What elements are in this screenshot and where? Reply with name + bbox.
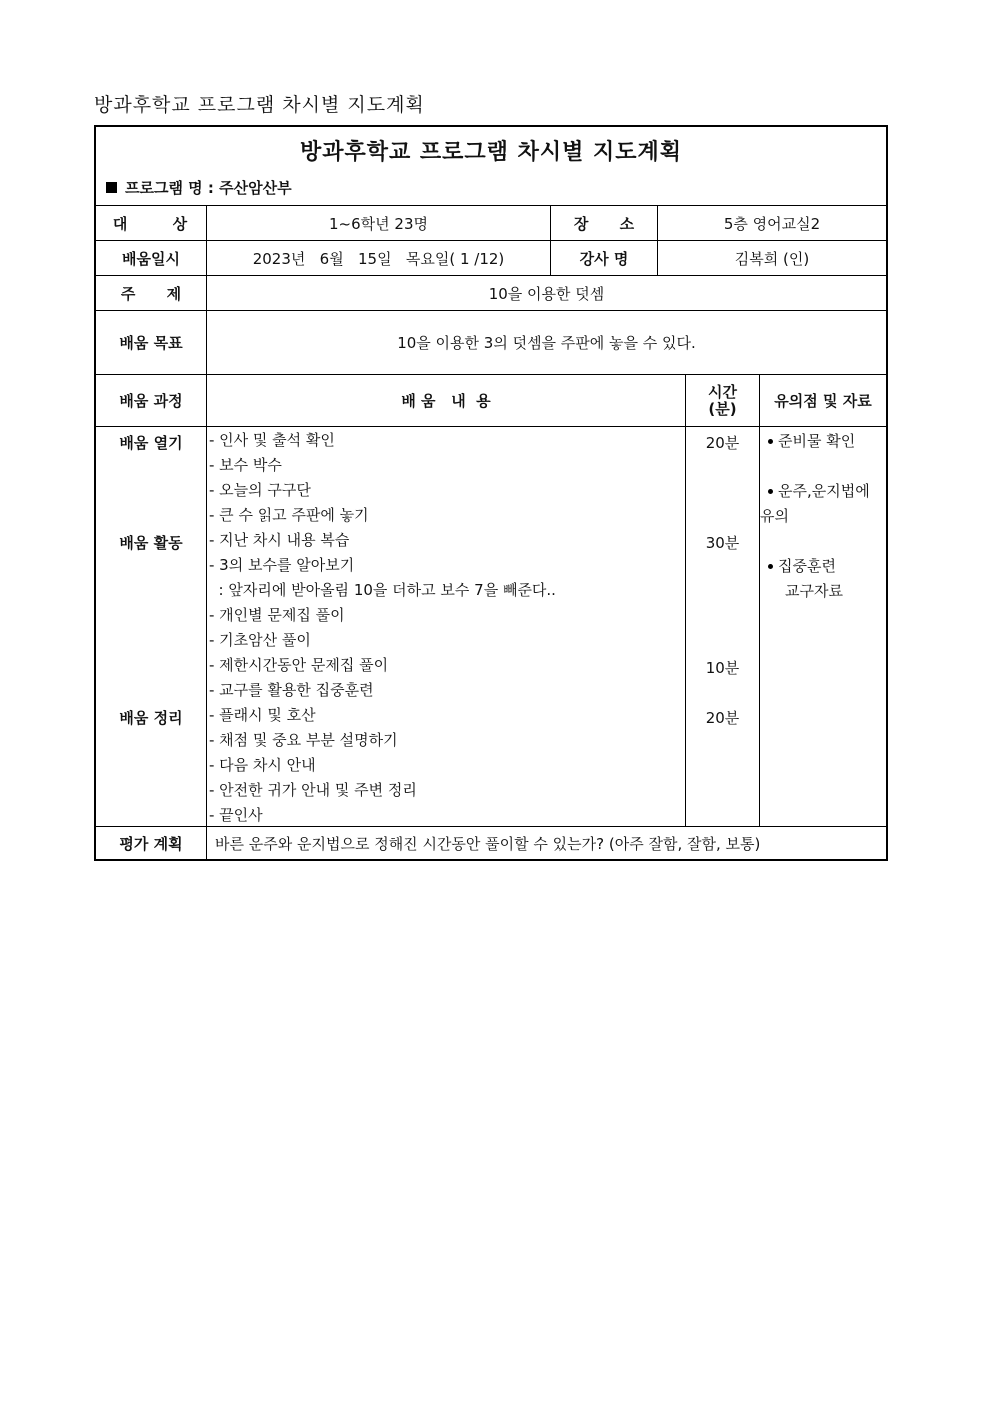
note-2-line2: 유의	[760, 507, 789, 525]
time-activity-2: 10분	[705, 659, 740, 677]
note-3-line1: 집중훈련	[778, 557, 836, 575]
content-line: - 채점 및 중요 부분 설명하기	[209, 731, 398, 749]
stage-opening: 배움 열기	[119, 434, 183, 452]
place-value: 5층 영어교실2	[723, 214, 821, 233]
content-line: - 3의 보수를 알아보기	[209, 556, 355, 574]
content-line: - 지난 차시 내용 복습	[209, 531, 350, 549]
content-line: - 끝인사	[209, 806, 263, 824]
content-line: - 교구를 활용한 집중훈련	[209, 681, 374, 699]
time-header-line2: (분)	[708, 399, 737, 418]
place-label: 장 소	[573, 214, 635, 233]
stage-closing: 배움 정리	[119, 709, 183, 727]
target-value: 1~6학년 23명	[329, 214, 428, 233]
content-line: - 큰 수 읽고 주판에 놓기	[209, 506, 369, 524]
square-bullet-icon	[106, 182, 117, 193]
stage-activity: 배움 활동	[119, 534, 183, 552]
note-3-line2: 교구자료	[785, 582, 843, 600]
topic-label: 주 제	[120, 284, 182, 303]
date-value: 2023년 6월 15일 목요일( 1 /12)	[252, 249, 505, 268]
content-header: 배 움 내 용	[401, 392, 491, 410]
program-name-text: 프로그램 명 : 주산암산부	[125, 178, 292, 197]
evaluation-label: 평가 계획	[119, 835, 183, 853]
content-line: - 제한시간동안 문제집 풀이	[209, 656, 389, 674]
date-label: 배움일시	[122, 249, 180, 268]
time-header	[686, 375, 759, 426]
program-name-line	[106, 175, 606, 199]
bullet-icon	[768, 439, 773, 444]
evaluation-value: 바른 운주와 운지법으로 정해진 시간동안 풀이할 수 있는가? (아주 잘함, 잘함, 보통)	[215, 835, 761, 853]
form-title: 방과후학교 프로그램 차시별 지도계획	[299, 139, 682, 165]
content-line: - 기초암산 풀이	[209, 631, 311, 649]
note-1: 준비물 확인	[778, 432, 856, 450]
content-line: - 플래시 및 호산	[209, 706, 316, 724]
content-line: - 인사 및 출석 확인	[209, 431, 335, 449]
goal-label: 배움 목표	[119, 334, 183, 352]
topic-value: 10을 이용한 덧셈	[488, 284, 605, 303]
lesson-content-list	[209, 428, 685, 828]
content-line: : 앞자리에 받아올림 10을 더하고 보수 7을 빼준다..	[209, 581, 556, 599]
process-header: 배움 과정	[119, 392, 183, 410]
note-2-line1: 운주,운지법에	[778, 482, 870, 500]
content-line: - 오늘의 구구단	[209, 481, 311, 499]
row-divider	[96, 426, 886, 427]
time-activity: 30분	[705, 534, 740, 552]
content-line: - 안전한 귀가 안내 및 주변 정리	[209, 781, 417, 799]
content-line: - 개인별 문제집 풀이	[209, 606, 345, 624]
content-line: - 다음 차시 안내	[209, 756, 316, 774]
time-opening: 20분	[705, 434, 740, 452]
notes-header: 유의점 및 자료	[774, 392, 872, 410]
notes-column	[760, 429, 888, 604]
time-closing: 20분	[705, 709, 740, 727]
instructor-label: 강사 명	[579, 249, 629, 268]
document-header: 방과후학교 프로그램 차시별 지도계획	[94, 94, 425, 116]
bullet-icon	[768, 489, 773, 494]
bullet-icon	[768, 564, 773, 569]
time-header-line1: 시간	[708, 382, 737, 401]
instructor-value: 김복희 (인)	[734, 249, 810, 268]
lesson-plan-form	[94, 125, 888, 861]
target-label: 대 상	[112, 214, 190, 233]
goal-value: 10을 이용한 3의 덧셈을 주판에 놓을 수 있다.	[397, 334, 696, 352]
content-line: - 보수 박수	[209, 456, 282, 474]
